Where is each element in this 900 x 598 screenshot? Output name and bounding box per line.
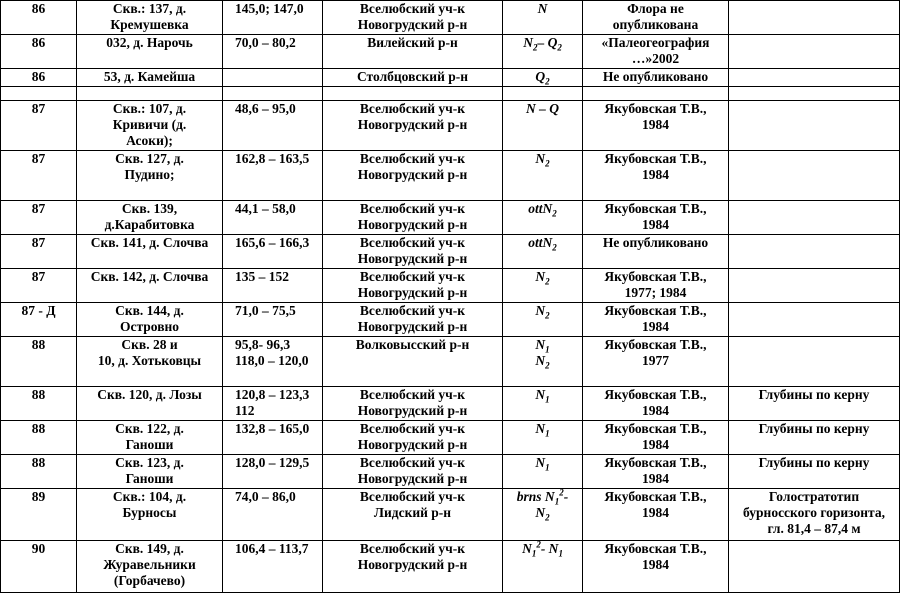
- cell-stratigraphy: N: [503, 1, 583, 35]
- cell-stratigraphy: ottN$_2$: [503, 235, 583, 269]
- cell-note: [729, 101, 900, 151]
- cell-region: Вселюбский уч-к Новогрудский р-н: [323, 303, 503, 337]
- cell-source: Не опубликовано: [583, 69, 729, 87]
- cell-stratigraphy: [503, 87, 583, 101]
- cell-depth: 106,4 – 113,7: [223, 541, 323, 593]
- cell-number: 87: [1, 269, 77, 303]
- cell-depth: 135 – 152: [223, 269, 323, 303]
- cell-number: 87: [1, 101, 77, 151]
- cell-note: [729, 201, 900, 235]
- cell-note: [729, 303, 900, 337]
- table-row: [1, 455, 900, 489]
- cell-region: Вселюбский уч-к Новогрудский р-н: [323, 421, 503, 455]
- cell-source: Якубовская Т.В., 1984: [583, 201, 729, 235]
- cell-region: Вселюбский уч-к Новогрудский р-н: [323, 1, 503, 35]
- cell-depth: 165,6 – 166,3: [223, 235, 323, 269]
- cell-region: Вселюбский уч-к Новогрудский р-н: [323, 541, 503, 593]
- cell-source: Якубовская Т.В., 1984: [583, 387, 729, 421]
- table-row: [1, 303, 900, 337]
- cell-region: Вселюбский уч-к Новогрудский р-н: [323, 201, 503, 235]
- cell-stratigraphy: $N_1^2-$ $N_1$: [503, 541, 583, 593]
- cell-depth: 71,0 – 75,5: [223, 303, 323, 337]
- table-row: [1, 69, 900, 87]
- cell-note: Глубины по керну: [729, 387, 900, 421]
- cell-stratigraphy: ottN$_2$: [503, 201, 583, 235]
- table-row: [1, 387, 900, 421]
- cell-source: [583, 87, 729, 101]
- cell-note: Глубины по керну: [729, 455, 900, 489]
- cell-note: [729, 1, 900, 35]
- cell-depth: [223, 87, 323, 101]
- cell-well: Скв. 141, д. Слочва: [77, 235, 223, 269]
- cell-well: Скв. 120, д. Лозы: [77, 387, 223, 421]
- cell-well: [77, 87, 223, 101]
- cell-region: Столбцовский р-н: [323, 69, 503, 87]
- table-row: [1, 421, 900, 455]
- cell-source: Якубовская Т.В., 1977: [583, 337, 729, 387]
- cell-well: Скв. 28 и 10, д. Хотьковцы: [77, 337, 223, 387]
- cell-number: 86: [1, 1, 77, 35]
- table-row: [1, 489, 900, 541]
- cell-stratigraphy: $N_1$: [503, 421, 583, 455]
- table-row: [1, 541, 900, 593]
- cell-source: Якубовская Т.В., 1977; 1984: [583, 269, 729, 303]
- cell-depth: 70,0 – 80,2: [223, 35, 323, 69]
- table-row: [1, 151, 900, 201]
- cell-note: [729, 269, 900, 303]
- cell-number: 88: [1, 387, 77, 421]
- cell-number: 90: [1, 541, 77, 593]
- cell-number: 87 - Д: [1, 303, 77, 337]
- cell-well: Скв. 142, д. Слочва: [77, 269, 223, 303]
- cell-source: Якубовская Т.В., 1984: [583, 151, 729, 201]
- cell-region: Волковысский р-н: [323, 337, 503, 387]
- cell-note: [729, 35, 900, 69]
- cell-source: Якубовская Т.В., 1984: [583, 303, 729, 337]
- cell-well: Скв. 144, д. Островно: [77, 303, 223, 337]
- cell-depth: 145,0; 147,0: [223, 1, 323, 35]
- cell-well: Скв. 123, д. Ганоши: [77, 455, 223, 489]
- cell-source: Флора не опубликована: [583, 1, 729, 35]
- cell-number: 89: [1, 489, 77, 541]
- cell-stratigraphy: $N_1$ $N_2$: [503, 337, 583, 387]
- cell-stratigraphy: $N_2$: [503, 303, 583, 337]
- cell-region: Вселюбский уч-к Новогрудский р-н: [323, 269, 503, 303]
- cell-region: Вселюбский уч-к Новогрудский р-н: [323, 101, 503, 151]
- cell-stratigraphy: brns $N_1^2-$ $N_2$: [503, 489, 583, 541]
- cell-depth: 120,8 – 123,3 112: [223, 387, 323, 421]
- cell-region: Вселюбский уч-к Лидский р-н: [323, 489, 503, 541]
- cell-depth: 44,1 – 58,0: [223, 201, 323, 235]
- cell-number: 87: [1, 151, 77, 201]
- cell-stratigraphy: $Q_2$: [503, 69, 583, 87]
- cell-well: Скв. 139, д.Карабитовка: [77, 201, 223, 235]
- cell-region: [323, 87, 503, 101]
- cell-number: 86: [1, 35, 77, 69]
- cell-well: Скв. 122, д. Ганоши: [77, 421, 223, 455]
- cell-source: Не опубликовано: [583, 235, 729, 269]
- cell-depth: 162,8 – 163,5: [223, 151, 323, 201]
- cell-depth: 132,8 – 165,0: [223, 421, 323, 455]
- cell-well: Скв.: 107, д. Кривичи (д. Асоки);: [77, 101, 223, 151]
- table-row: [1, 35, 900, 69]
- cell-source: Якубовская Т.В., 1984: [583, 489, 729, 541]
- cell-note: Голостратотип бурносского горизонта, гл. 81,4 – 87,4 м: [729, 489, 900, 541]
- table-row: [1, 101, 900, 151]
- cell-depth: 48,6 – 95,0: [223, 101, 323, 151]
- cell-number: [1, 87, 77, 101]
- cell-stratigraphy: $N_2$: [503, 151, 583, 201]
- table-row: [1, 201, 900, 235]
- cell-region: Вселюбский уч-к Новогрудский р-н: [323, 387, 503, 421]
- cell-note: [729, 151, 900, 201]
- cell-number: 88: [1, 337, 77, 387]
- cell-note: [729, 87, 900, 101]
- cell-stratigraphy: $N_2-$ $Q_2$: [503, 35, 583, 69]
- cell-source: «Палеогеография …»2002: [583, 35, 729, 69]
- cell-region: Вилейский р-н: [323, 35, 503, 69]
- cell-note: [729, 235, 900, 269]
- cell-number: 88: [1, 421, 77, 455]
- table-row: [1, 269, 900, 303]
- cell-stratigraphy: $N_1$: [503, 455, 583, 489]
- cell-depth: [223, 69, 323, 87]
- cell-depth: 128,0 – 129,5: [223, 455, 323, 489]
- cell-depth: 74,0 – 86,0: [223, 489, 323, 541]
- cell-depth: 95,8- 96,3 118,0 – 120,0: [223, 337, 323, 387]
- cell-source: Якубовская Т.В., 1984: [583, 541, 729, 593]
- cell-source: Якубовская Т.В., 1984: [583, 101, 729, 151]
- cell-source: Якубовская Т.В., 1984: [583, 455, 729, 489]
- cell-note: [729, 337, 900, 387]
- cell-note: [729, 541, 900, 593]
- cell-well: 53, д. Камейша: [77, 69, 223, 87]
- cell-region: Вселюбский уч-к Новогрудский р-н: [323, 151, 503, 201]
- table-row: [1, 87, 900, 101]
- cell-note: [729, 69, 900, 87]
- cell-number: 86: [1, 69, 77, 87]
- cell-well: Скв.: 137, д. Кремушевка: [77, 1, 223, 35]
- cell-source: Якубовская Т.В., 1984: [583, 421, 729, 455]
- cell-well: 032, д. Нарочь: [77, 35, 223, 69]
- cell-stratigraphy: $N_1$: [503, 387, 583, 421]
- cell-stratigraphy: $N_2$: [503, 269, 583, 303]
- table-row: [1, 337, 900, 387]
- cell-region: Вселюбский уч-к Новогрудский р-н: [323, 455, 503, 489]
- table-row: [1, 235, 900, 269]
- cell-well: Скв. 127, д. Пудино;: [77, 151, 223, 201]
- table-row: [1, 1, 900, 35]
- cell-number: 88: [1, 455, 77, 489]
- cell-note: Глубины по керну: [729, 421, 900, 455]
- cell-number: 87: [1, 201, 77, 235]
- cell-well: Скв.: 104, д. Бурносы: [77, 489, 223, 541]
- cell-number: 87: [1, 235, 77, 269]
- cell-well: Скв. 149, д. Журавельники (Горбачево): [77, 541, 223, 593]
- cell-stratigraphy: N – Q: [503, 101, 583, 151]
- cell-region: Вселюбский уч-к Новогрудский р-н: [323, 235, 503, 269]
